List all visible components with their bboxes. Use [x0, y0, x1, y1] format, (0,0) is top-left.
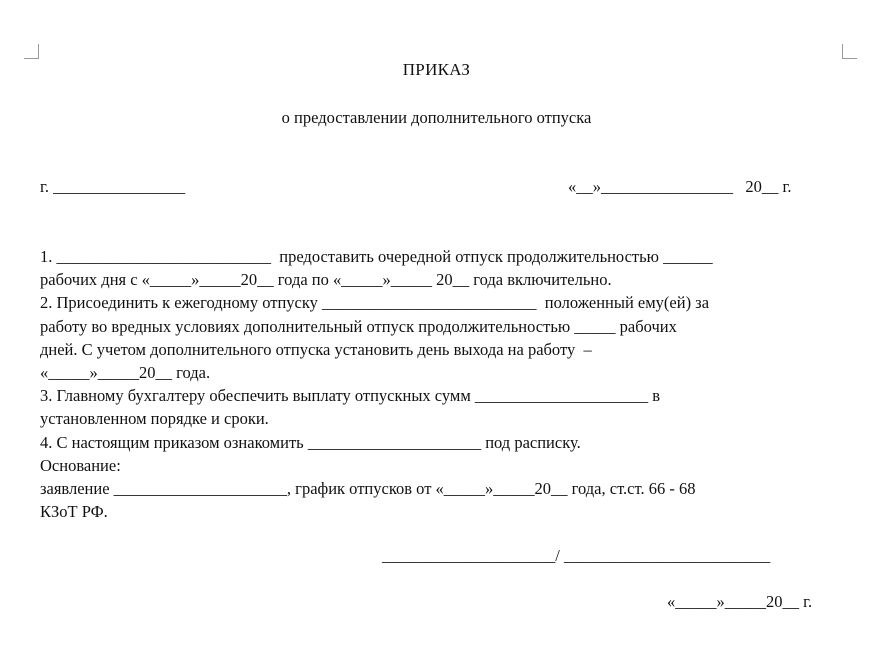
body-line: дней. С учетом дополнительного отпуска установить день выхода на работу –	[40, 339, 592, 359]
signature-field: _____________________/ _________________________	[382, 546, 771, 565]
body-line: установленном порядке и сроки.	[40, 409, 269, 429]
city-field: г. ________________	[40, 177, 186, 196]
document-subtitle: о предоставлении дополнительного отпуска	[281, 108, 592, 127]
page-corner-mark-top-right	[842, 44, 857, 59]
body-line: работу во вредных условиях дополнительный отпуск продолжительностью _____ рабочих	[40, 316, 677, 336]
document-title: ПРИКАЗ	[402, 60, 471, 79]
body-line: «_____»_____20__ года.	[40, 363, 211, 383]
body-line: Основание:	[40, 455, 121, 475]
body-line: КЗоТ РФ.	[40, 502, 108, 522]
body-line: заявление _____________________, график отпусков от «_____»_____20__ года, ст.ст. 66 - 68	[40, 479, 696, 499]
order-date-field: «__»________________ 20__ г.	[568, 177, 792, 196]
body-line: 4. С настоящим приказом ознакомить _____________________ под расписку.	[40, 432, 581, 452]
order-body	[40, 245, 832, 523]
body-line: 1. __________________________ предоставить очередной отпуск продолжительностью ______	[40, 247, 713, 266]
body-line: 3. Главному бухгалтеру обеспечить выплату отпускных сумм _____________________ в	[40, 386, 661, 406]
signature-date-field: «_____»_____20__ г.	[667, 592, 813, 611]
body-line: 2. Присоединить к ежегодному отпуску __________________________ положенный ему(ей) за	[40, 293, 710, 313]
page-corner-mark-top-left	[24, 44, 39, 59]
body-line: рабочих дня с «_____»_____20__ года по «_____»_____ 20__ года включительно.	[40, 270, 612, 290]
